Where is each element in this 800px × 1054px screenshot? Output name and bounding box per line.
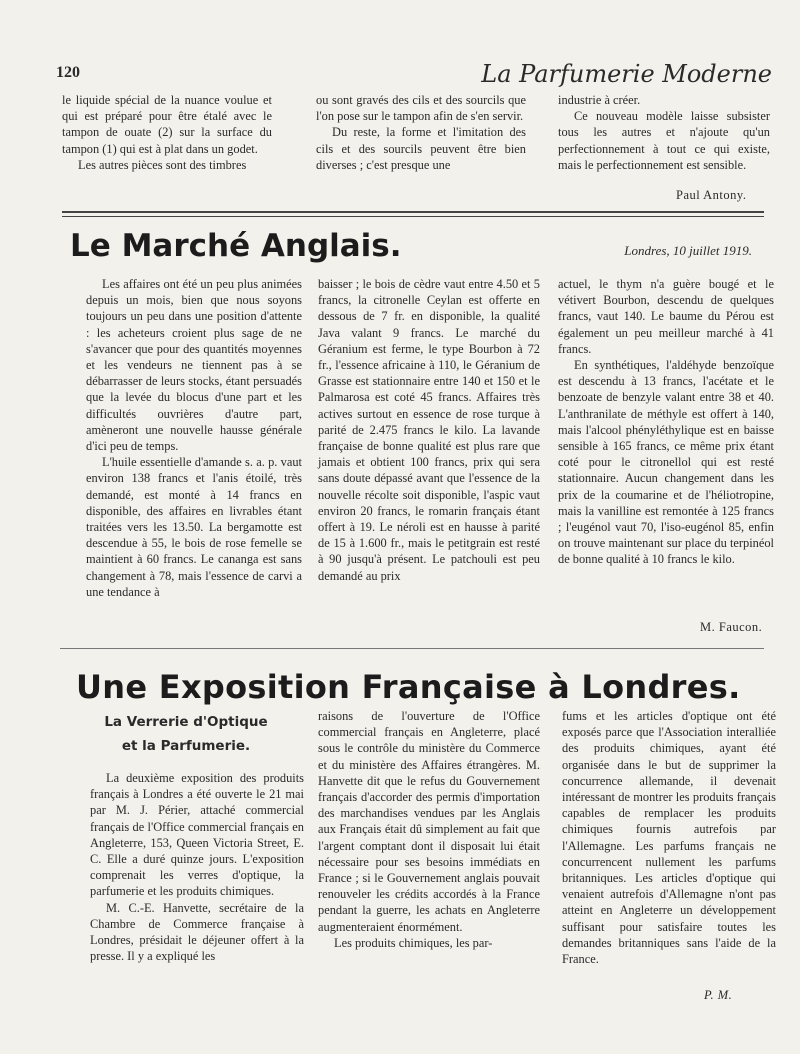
paragraph: Ce nouveau modèle laisse subsister tous les autres et n'ajoute qu'un perfectionnement à tout ce qui existe, mais le perfectionnement est sensible. [558, 109, 770, 172]
paragraph: L'huile essentielle d'amande s. a. p. vaut environ 138 francs et l'anis étoilé, très demandé, est monté à 14 francs en disponible, des affaires en livrables étant traitées vers les 13.50. La bergamotte est descendue à 55, le bois de rose femelle se maintient à 60 francs. Le cananga est sans changement à 78, mais l'essence de carvi a une tendance à [86, 455, 302, 599]
paragraph: Les autres pièces sont des timbres [78, 157, 247, 172]
paragraph: industrie à créer. [558, 93, 641, 107]
marche-col-3 [558, 276, 774, 568]
dateline: Londres, 10 juillet 1919. [624, 243, 752, 258]
paragraph: Du reste, la forme et l'imitation des cils et des sourcils peuvent être bien diverses ; c'est presque une [316, 125, 526, 172]
page-number: 120 [56, 64, 80, 81]
article-title: Le Marché Anglais. [70, 228, 402, 264]
expo-col-3 [562, 708, 776, 967]
paragraph: Les produits chimiques, les par- [334, 935, 493, 950]
article-title: Une Exposition Française à Londres. [76, 668, 741, 706]
top-col-1 [62, 92, 272, 173]
marche-col-1 [86, 276, 302, 600]
paragraph: baisser ; le bois de cèdre vaut entre 4.50 et 5 francs, la citronelle Ceylan est offerte en dessous de 7 fr. en disponible, la qualité Java valant 9 francs. Le marché du Géranium est ferme, le type Bourbon à 72 fr., l'essence africaine à 110, le Géranium de Grasse est stationnaire entre 140 et 150 et le Palmarosa est coté 45 francs. Affaires très actives surtout en essence de rose turque à parité de 2.475 francs le kilo. La lavande française de bonne qualité est plus rare que jamais et obtient 100 francs, prix qui sera sans doute dépassé avant que l'essence de la nouvelle récolte soit disponible, l'aspic vaut environ 20 francs, le romarin français étant offert à 19. Le néroli est en hausse à parité de 15 à 1.600 fr., mais le petitgrain est resté à 90 jusqu'à présent. Le patchouli est peu demandé au prix [318, 277, 540, 583]
signature: M. Faucon. [700, 620, 763, 634]
expo-col-2 [318, 708, 540, 951]
paragraph: Les affaires ont été un peu plus animées depuis un mois, bien que nous soyons toujours un peu dans une position d'attente : les acheteurs croient plus sage de ne s'avancer que pour des quantités moyennes et les vendeurs ne tiennent pas à se débarrasser de leurs stocks, étant persuadés que la levée du blocus d'une part et les difficultés ouvrières d'autre part, amèneront une nouvelle hausse générale d'ici peu de temps. [86, 277, 302, 454]
paragraph: fums et les articles d'optique ont été exposés parce que l'Association interalliée des produits chimiques, ayant été organisée dans le but de supprimer la concurrence allemande, il devenait intéressant de montrer les produits français capables de remplacer les produits chimiques fournis autrefois par l'Allemagne. Les parfums français ne concurrencent nullement les parfums britanniques. Les articles d'optique qui venaient autrefois d'Allemagne n'ont pas atteint en Angleterre un développement suffisant pour satisfaire toutes les demandes britanniques sans l'aide de la France. [562, 709, 776, 967]
top-col-2 [316, 92, 526, 173]
paragraph: ou sont gravés des cils et des sourcils que l'on pose sur le tampon afin de s'en servir. [316, 93, 526, 124]
paragraph: M. C.-E. Hanvette, secrétaire de la Chambre de Commerce française à Londres, présidait le déjeuner offert à la presse. Il y a expliqué les [90, 900, 304, 964]
expo-col-1 [90, 770, 304, 964]
paragraph: raisons de l'ouverture de l'Office commercial français en Angleterre, placé sous le contrôle du ministère du Commerce et du ministère des Affaires étrangères. M. Hanvette dit que le refus du Gouvernement français d'accorder des permis d'importation des marchandises vendues par les Anglais aux Français était dû simplement au fait que l'argent comptant dont il disposait lui était nécessaire pour ses besoins immédiats en France ; si le Gouvernement anglais pouvait renouveler les crédits accordés à la France pendant la guerre, les achats en Angleterre augmenteraient énormément. [318, 709, 540, 934]
subheading: La Verrerie d'Optique [104, 714, 268, 730]
signature: Paul Antony. [676, 188, 747, 202]
paragraph: La deuxième exposition des produits français à Londres a été ouverte le 21 mai par M. J. Périer, attaché commercial français de l'Office commercial français en Angleterre, 153, Queen Victoria Street, E. C. Elle a duré quinze jours. L'exposition comprenait les verres d'optique, la parfumerie et les produits chimiques. [90, 771, 304, 899]
paragraph: actuel, le thym n'a guère bougé et le vétivert Bourbon, descendu de quelques francs, vaut 140. Le baume du Pérou est également un peu meilleur marché à 41 francs. [558, 277, 774, 356]
marche-col-2 [318, 276, 540, 584]
divider [60, 648, 764, 649]
divider [62, 216, 764, 217]
paragraph: En synthétiques, l'aldéhyde benzoïque est descendu à 13 francs, l'acétate et le benzoate de benzyle valant entre 38 et 40. L'anthranilate de méthyle est offert à 140, mais l'alcool phényléthylique est en baisse sensible à 165 francs, ce même prix étant coté pour le citronellol qui est resté stationnaire. Aucun changement dans les prix de la coumarine et de l'héliotropine, mais la vanilline est remontée à 125 francs ; l'eugénol vaut 70, l'iso-eugénol 85, enfin on trouve maintenant sur place du terpinéol de bonne qualité à 10 francs le kilo. [558, 358, 774, 567]
top-col-3 [558, 92, 770, 173]
masthead: La Parfumerie Moderne [481, 60, 772, 88]
signature: P. M. [704, 988, 733, 1002]
divider [62, 211, 764, 213]
paragraph: le liquide spécial de la nuance voulue et qui est préparé pour être étalé avec le tampon de ouate (2) sur la surface du tampon (1) qui est à plat dans un godet. [62, 93, 272, 156]
subheading: et la Parfumerie. [121, 738, 251, 754]
